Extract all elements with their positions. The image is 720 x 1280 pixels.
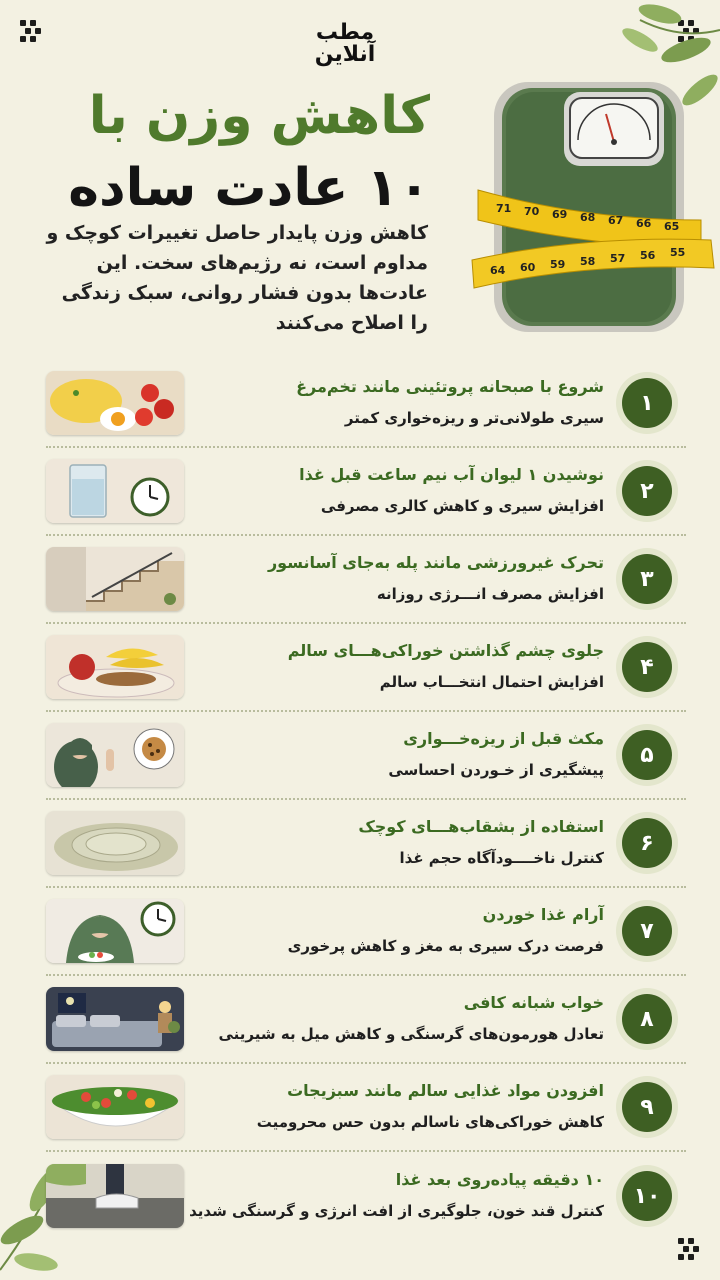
habit-number-badge: ۶: [622, 818, 672, 868]
habit-text: [184, 638, 622, 696]
habit-title: افزودن مواد غذایی سالم مانند سبزیجات: [287, 1081, 604, 1100]
habit-row: [46, 1064, 686, 1152]
intro-text: کاهش وزن پایدار حاصل تغییرات کوچک و مداوم است، نه رژیم‌های سخت. این عادت‌ها بدون فشار روانی، سبک زندگی را اصلاح می‌کنند: [46, 222, 428, 334]
habit-row: [46, 360, 686, 448]
brand-line-2: آنلاین: [314, 42, 376, 67]
tape-number: 59: [550, 258, 566, 271]
tape-number: 66: [636, 217, 652, 230]
brand-line-1: مطب: [315, 20, 375, 45]
habit-description: فرصت درک سیری به مغز و کاهش پرخوری: [287, 937, 604, 955]
corner-dots-bottom-right: [678, 1238, 704, 1264]
tape-number: 68: [580, 211, 596, 224]
tape-number: 58: [580, 255, 596, 268]
page-title: [40, 82, 430, 222]
habit-text: [184, 374, 622, 432]
habit-description: پیشگیری از خـوردن احساسی: [388, 761, 604, 779]
habit-title: شروع با صبحانه پروتئینی مانند تخم‌مرغ: [296, 377, 604, 396]
habit-row: [46, 712, 686, 800]
habit-description: کاهش خوراکی‌های ناسالم بدون حس محرومیت: [256, 1113, 604, 1131]
water-glass-clock-image: [46, 459, 184, 523]
woman-refusing-cookie-image: [46, 723, 184, 787]
woman-eating-slowly-image: [46, 899, 184, 963]
habit-text: [184, 990, 622, 1048]
habit-row: [46, 800, 686, 888]
scale-illustration: [466, 70, 716, 350]
habit-row: [46, 624, 686, 712]
habit-number-badge: ۱: [622, 378, 672, 428]
tape-number: 70: [524, 205, 540, 218]
habit-number-badge: ۵: [622, 730, 672, 780]
habit-row: [46, 448, 686, 536]
tape-number: 56: [640, 249, 656, 262]
habit-row: [46, 1152, 686, 1240]
habit-row: [46, 976, 686, 1064]
habit-number-badge: ۳: [622, 554, 672, 604]
habit-text: [184, 550, 622, 608]
habit-text: [184, 726, 622, 784]
habit-description: کنترل قند خون، جلوگیری از افت انرژی و گرسنگی شدید: [189, 1202, 604, 1220]
habit-title: تحرک غیرورزشی مانند پله به‌جای آسانسور: [267, 553, 604, 572]
habit-title: استفاده از بشقاب‌هـــای کوچک: [358, 817, 604, 836]
habits-list: [46, 360, 686, 1240]
habit-row: [46, 888, 686, 976]
habit-number-badge: ۱۰: [622, 1171, 672, 1221]
corner-dots-top-left: [20, 20, 46, 46]
habit-number-badge: ۷: [622, 906, 672, 956]
habit-title: ۱۰ دقیقه پیاده‌روی بعد غذا: [395, 1170, 604, 1189]
stairs-image: [46, 547, 184, 611]
small-plates-image: [46, 811, 184, 875]
bedroom-night-image: [46, 987, 184, 1051]
habit-description: افزایش مصرف انـــرژی روزانه: [376, 585, 604, 603]
title-line-1: کاهش وزن با: [88, 86, 430, 146]
tape-number: 60: [520, 261, 536, 274]
tape-number: 71: [496, 202, 512, 215]
habit-title: مکث قبل از ریزه‌خـــواری: [403, 729, 604, 748]
habit-description: تعادل هورمون‌های گرسنگی و کاهش میل به شیرینی: [218, 1025, 604, 1043]
habit-text: [184, 1167, 622, 1225]
habit-number-badge: ۹: [622, 1082, 672, 1132]
tape-number: 55: [670, 246, 686, 259]
habit-text: [184, 902, 622, 960]
habit-title: خواب شبانه کافی: [463, 993, 604, 1012]
tape-number: 67: [608, 214, 624, 227]
habit-number-badge: ۴: [622, 642, 672, 692]
habit-text: [184, 462, 622, 520]
eggs-tomatoes-image: [46, 371, 184, 435]
habit-description: سیری طولانی‌تر و ریزه‌خواری کمتر: [344, 409, 604, 427]
habit-row: [46, 536, 686, 624]
bathroom-scale-icon: [466, 70, 716, 350]
tape-number: 65: [664, 220, 680, 233]
habit-title: جلوی چشم گذاشتن خوراکی‌هـــای سالم: [287, 641, 604, 660]
habit-description: کنترل ناخــــودآگاه حجم غذا: [399, 849, 604, 867]
title-line-2: ۱۰ عادت ساده: [68, 158, 430, 218]
habit-number-badge: ۲: [622, 466, 672, 516]
habit-title: آرام غذا خوردن: [482, 905, 604, 924]
tape-number: 57: [610, 252, 626, 265]
habit-description: افزایش احتمال انتخـــاب سالم: [379, 673, 604, 691]
tape-number: 69: [552, 208, 568, 221]
salad-bowl-image: [46, 1075, 184, 1139]
habit-title: نوشیدن ۱ لیوان آب نیم ساعت قبل غذا: [299, 465, 604, 484]
brand-logo: [300, 22, 390, 66]
tape-number: 64: [490, 264, 506, 277]
habit-number-badge: ۸: [622, 994, 672, 1044]
habit-description: افزایش سیری و کاهش کالری مصرفی: [320, 497, 604, 515]
walking-shoes-image: [46, 1164, 184, 1228]
habit-text: [184, 1078, 622, 1136]
habit-text: [184, 814, 622, 872]
fruit-nut-bowl-image: [46, 635, 184, 699]
